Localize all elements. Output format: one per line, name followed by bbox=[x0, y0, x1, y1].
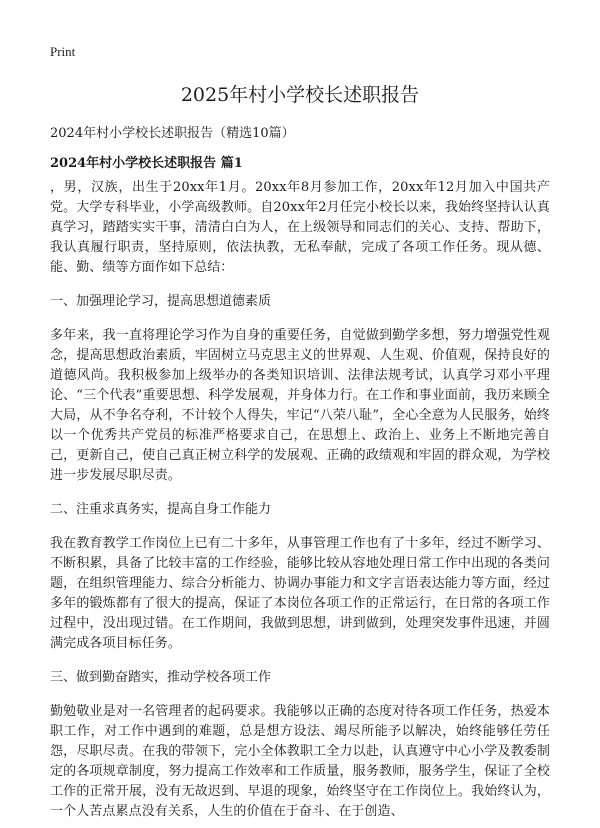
document-subtitle: 2024年村小学校长述职报告（精选10篇） bbox=[50, 126, 295, 141]
paragraph-intro: ，男，汉族，出生于20xx年1月。20xx年8月参加工作，20xx年12月加入中国共产党。大学专科毕业，小学高级教师。自20xx年2月任完小校长以来，我始终坚持认认真真学习，踏踏实实干事，清清白白为人，在上级领导和同志们的关心、支持、帮助下，我认真履行职责，坚持原则，依法执教，无私奉献，完成了各项工作任务。现从德、能、勤、绩等方面作如下总结： bbox=[50, 180, 550, 275]
section-heading-3: 三、做到勤奋踏实，推动学校各项工作 bbox=[50, 670, 272, 685]
paragraph-work-ability: 我在教育教学工作岗位上已有二十多年，从事管理工作也有了十多年，经过不断学习、不断积累，具备了比较丰富的工作经验，能够比较从容地处理日常工作中出现的各类问题，在组织管理能力、综合分析能力、协调办事能力和文字言语表达能力等方面，经过多年的锻炼都有了很大的提高，保证了本岗位各项工作的正常运行，在日常的各项工作过程中，没出现过错。在工作期间，我做到思想，讲到做到，处理突发事件迅速，并圆满完成各项目标任务。 bbox=[50, 536, 550, 651]
paragraph-diligence: 勤勉敬业是对一名管理者的起码要求。我能够以正确的态度对待各项工作任务，热爱本职工作，对工作中遇到的难题，总是想方设法、竭尽所能予以解决，始终能够任劳任怨，尽职尽责。在我的带领下，完小全体教职工全力以赴，认真遵守中心小学及教委制定的各项规章制度，努力提高工作效率和工作质量，服务教师，服务学生，保证了全校工作的正常开展，没有无故迟到、早退的现象，始终坚守在工作岗位上。我始终认为，一个人苦点累点没有关系，人生的价值在于奋斗、在于创造、 bbox=[50, 704, 550, 819]
section-heading-1: 一、加强理论学习，提高思想道德素质 bbox=[50, 294, 272, 309]
paragraph-theory-study: 多年来，我一直将理论学习作为自身的重要任务，自觉做到勤学多想，努力增强党性观念，提高思想政治素质，牢固树立马克思主义的世界观、人生观、价值观，保持良好的道德风尚。我积极参加上级举办的各类知识培训、法律法规考试，认真学习邓小平理论、“三个代表”重要思想、科学发展观，并身体力行。在工作和事业面前，我历来顾全大局，从不争名夺利，不计较个人得失，牢记“八荣八耻”，全心全意为人民服务，始终以一个优秀共产党员的标准严格要求自己，在思想上、政治上、业务上不断地完善自己，更新自己，使自己真正树立科学的发展观、正确的政绩观和牢固的群众观，为学校进一步发展尽职尽责。 bbox=[50, 328, 550, 483]
document-title: 2025年村小学校长述职报告 bbox=[180, 84, 420, 106]
print-link[interactable]: Print bbox=[50, 44, 76, 59]
article-heading: 2024年村小学校长述职报告 篇1 bbox=[50, 156, 243, 171]
section-heading-2: 二、注重求真务实，提高自身工作能力 bbox=[50, 502, 272, 517]
article-body bbox=[50, 178, 550, 822]
